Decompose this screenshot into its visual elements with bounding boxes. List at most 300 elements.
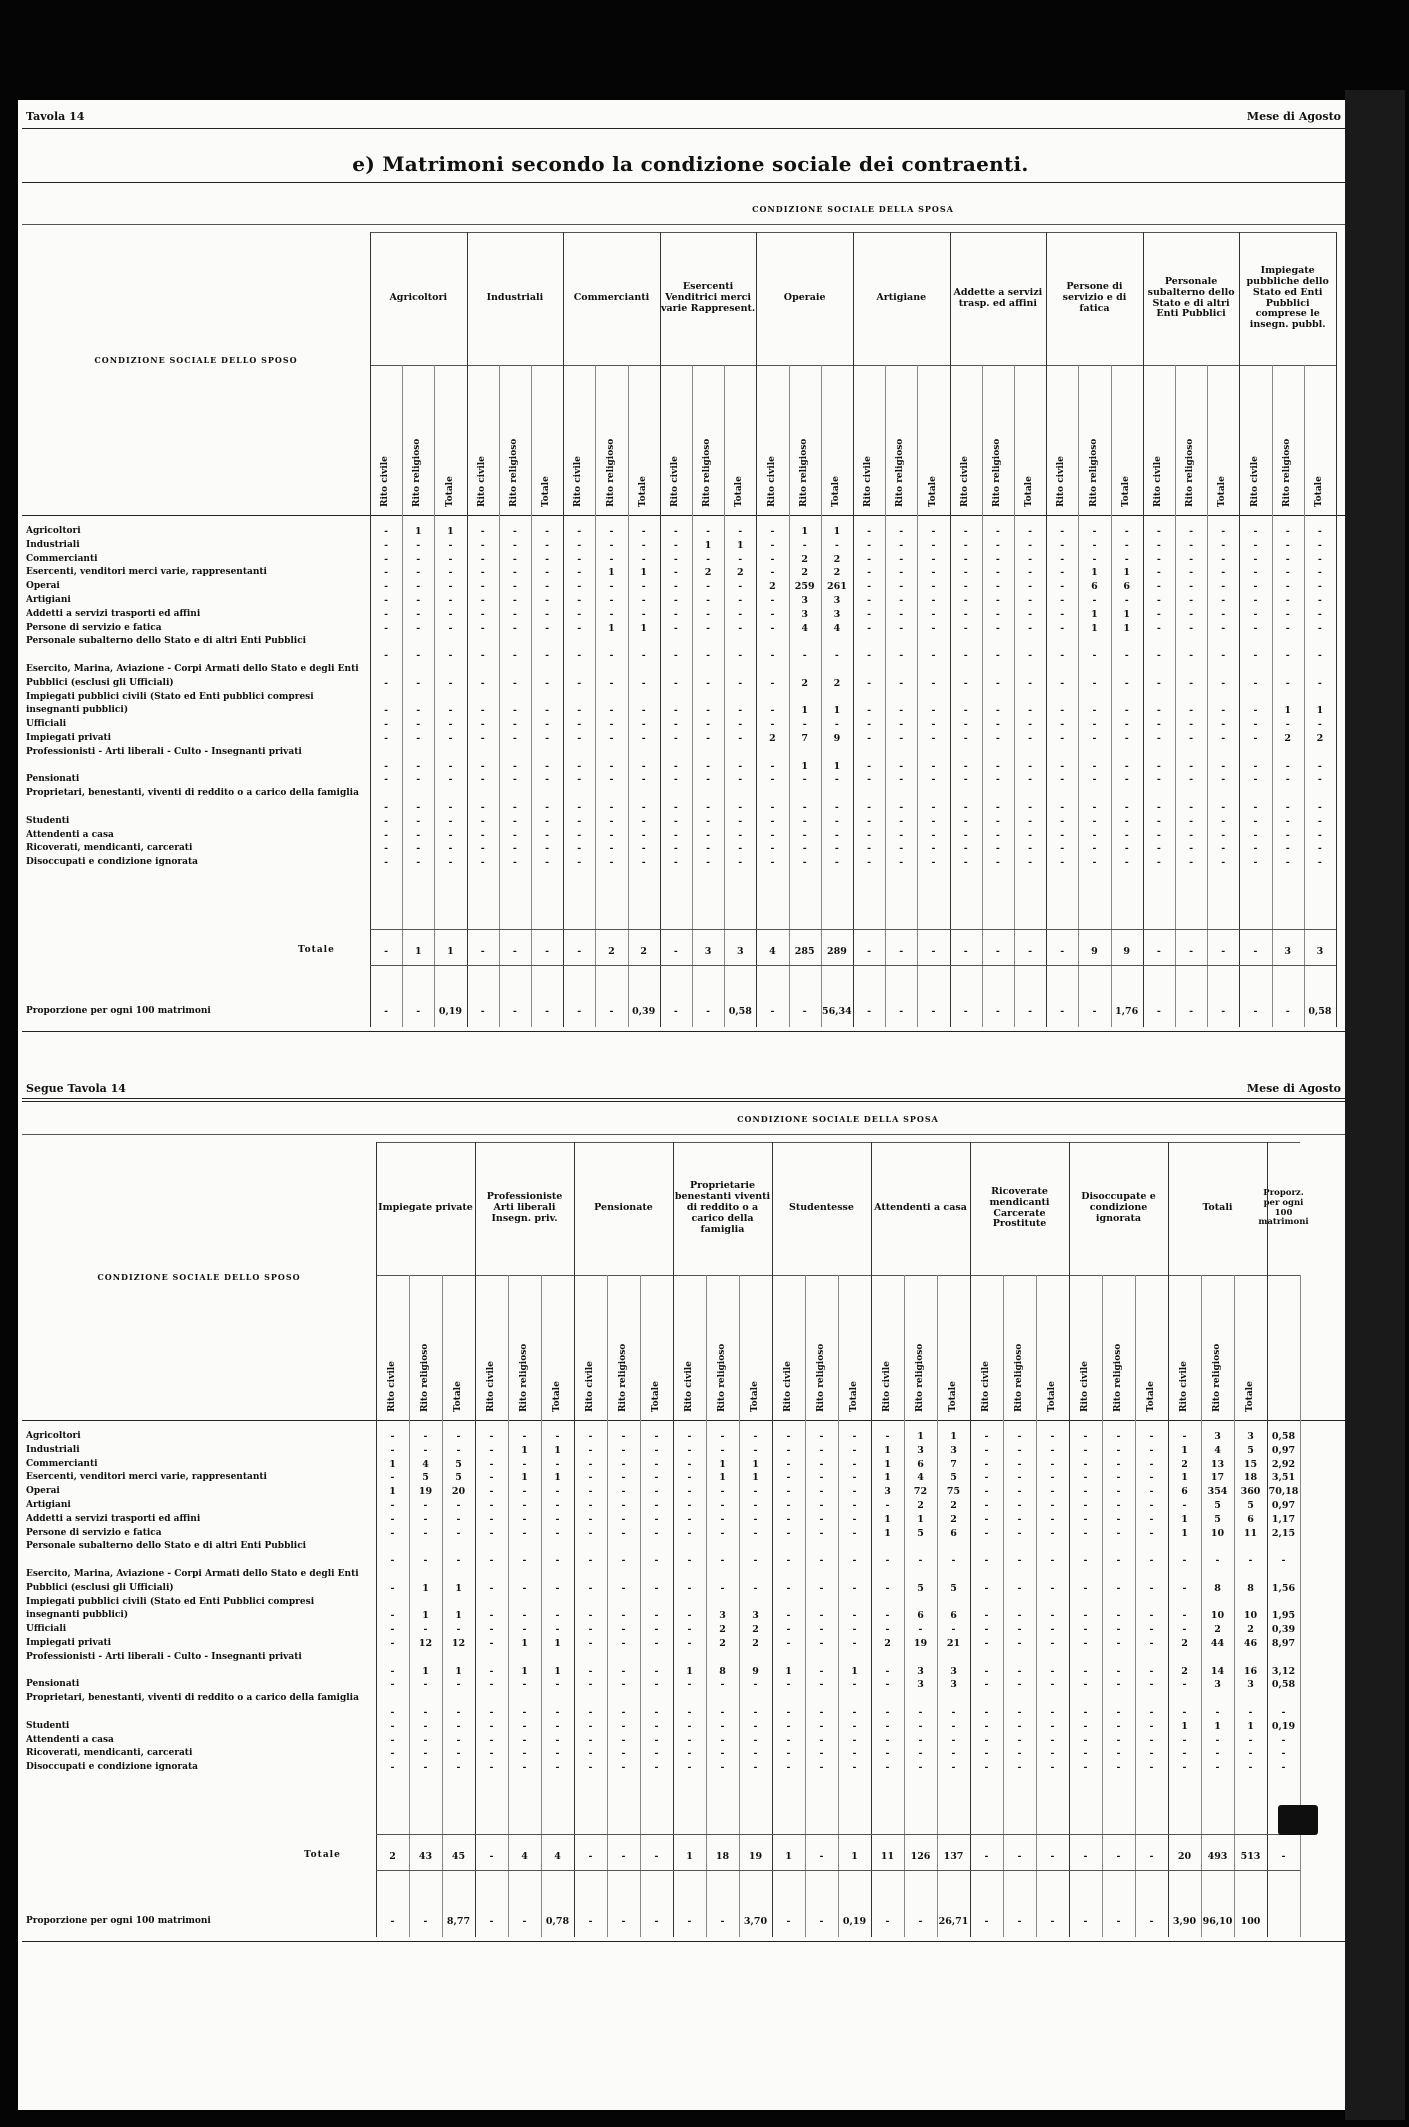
table-cell: -	[951, 1762, 956, 1774]
total-cell: -	[1156, 946, 1161, 957]
table-cell: -	[673, 581, 678, 593]
table-cell: 5	[455, 1472, 462, 1484]
column-subheader: Rito religioso	[798, 438, 809, 507]
total-cell: -	[995, 946, 1000, 957]
table-cell: -	[1253, 608, 1258, 620]
total-cell: -	[899, 946, 904, 957]
table-cell: -	[1050, 1555, 1055, 1567]
table-cell: 1	[719, 1458, 726, 1470]
table-cell: -	[1060, 760, 1065, 772]
table-cell: -	[995, 705, 1000, 717]
table-cell: -	[1060, 829, 1065, 841]
table-cell: -	[852, 1431, 857, 1442]
column-subheader: Rito religioso	[1211, 1343, 1222, 1412]
table-cell: 8	[1214, 1582, 1221, 1594]
total-cell: -	[963, 946, 968, 957]
table-cell: 1	[1181, 1527, 1188, 1539]
row-label: Pensionati	[26, 1679, 80, 1690]
table-cell: -	[384, 843, 389, 855]
column-subheader: Rito religioso	[419, 1343, 430, 1412]
table-cell: -	[673, 733, 678, 744]
table-cell: -	[984, 1638, 989, 1649]
table-cell: -	[1317, 843, 1322, 855]
total-cell: 3	[704, 946, 712, 957]
total-cell: 20	[1177, 1851, 1192, 1862]
total-cell: -	[1083, 1851, 1088, 1862]
table-cell: -	[588, 1610, 593, 1622]
table-cell: -	[931, 815, 936, 827]
table-cell: -	[770, 622, 775, 634]
table-cell: -	[621, 1734, 626, 1746]
table-cell: -	[1116, 1513, 1121, 1525]
table-cell: -	[867, 760, 872, 772]
table-cell: -	[577, 774, 582, 786]
table-cell: -	[577, 857, 582, 869]
ink-blot	[1278, 1805, 1318, 1835]
proportion-cell: 0,39	[632, 1006, 656, 1017]
table-cell: -	[720, 1500, 725, 1511]
table-cell: -	[654, 1472, 659, 1484]
table-cell: -	[753, 1734, 758, 1746]
table-cell: -	[931, 677, 936, 689]
table-cell: -	[852, 1720, 857, 1732]
row-label: Addetti a servizi trasporti ed affini	[26, 1513, 201, 1524]
table-cell: -	[1221, 650, 1226, 662]
column-subheader: Rito religioso	[617, 1343, 628, 1412]
column-subheader: Rito civile	[1079, 1361, 1090, 1412]
table-cell: -	[1116, 1624, 1121, 1636]
table-cell: -	[687, 1734, 692, 1746]
table-cell: -	[456, 1679, 461, 1691]
column-rule	[1014, 365, 1015, 1027]
table-cell: -	[1149, 1720, 1154, 1732]
table-cell: -	[899, 595, 904, 606]
table-cell: -	[963, 760, 968, 772]
table-cell: -	[885, 1707, 890, 1718]
table-cell: 1	[752, 1458, 759, 1470]
table-cell: -	[1017, 1638, 1022, 1649]
table-cell: -	[1060, 857, 1065, 869]
table-cell: -	[609, 526, 614, 537]
table-cell: -	[448, 843, 453, 855]
table-cell: -	[1149, 1610, 1154, 1622]
table-cell: -	[384, 802, 389, 813]
table-cell: -	[545, 802, 550, 813]
column-subheader: Rito religioso	[518, 1343, 529, 1412]
table-cell: -	[687, 1582, 692, 1594]
table-cell: 5	[917, 1582, 924, 1594]
total-cell: -	[588, 1851, 593, 1862]
proportion-cell: 0,58	[1308, 1006, 1332, 1017]
table-cell: -	[931, 539, 936, 551]
table-cell: -	[621, 1555, 626, 1567]
table-cell: -	[706, 595, 711, 606]
proportion-cell: -	[984, 1916, 989, 1927]
table-cell: -	[931, 595, 936, 606]
table-cell: -	[1189, 553, 1194, 565]
table-cell: -	[1050, 1444, 1055, 1456]
table-cell: -	[1060, 733, 1065, 744]
table-cell: -	[416, 705, 421, 717]
column-rule	[499, 365, 500, 1027]
row-label: Operai	[26, 581, 60, 592]
table-cell: -	[384, 829, 389, 841]
table-cell: -	[1156, 733, 1161, 744]
row-label: Esercenti, venditori merci varie, rappresentanti	[26, 1472, 267, 1483]
table-cell: -	[1050, 1734, 1055, 1746]
table-cell: -	[1028, 829, 1033, 841]
table-cell: -	[770, 539, 775, 551]
table-cell: 16	[1243, 1665, 1258, 1677]
table-cell: -	[1083, 1513, 1088, 1525]
total-cell: -	[1221, 946, 1226, 957]
table-cell: -	[720, 1679, 725, 1691]
table-cell: -	[1149, 1458, 1154, 1470]
table-cell: -	[577, 567, 582, 579]
table-cell: 70,18	[1268, 1486, 1299, 1498]
group-header: Pensionate	[594, 1202, 653, 1214]
table-cell: 5	[1247, 1500, 1254, 1511]
proportion-cell: -	[512, 1006, 517, 1017]
table-cell: -	[687, 1500, 692, 1511]
table-cell: -	[867, 526, 872, 537]
row-label: Addetti a servizi trasporti ed affini	[26, 608, 201, 619]
table-cell: -	[786, 1472, 791, 1484]
table-cell: -	[899, 608, 904, 620]
table-cell: -	[545, 677, 550, 689]
table-cell: -	[852, 1458, 857, 1470]
table-cell: -	[1116, 1638, 1121, 1649]
table-cell: -	[770, 650, 775, 662]
table-cell: -	[1149, 1431, 1154, 1442]
table-cell: 19	[418, 1486, 433, 1498]
table-cell: -	[522, 1762, 527, 1774]
table-cell: -	[448, 567, 453, 579]
table-cell: -	[770, 829, 775, 841]
table-cell: -	[1189, 733, 1194, 744]
table-cell: -	[489, 1638, 494, 1649]
table-cell: 1	[389, 1486, 396, 1498]
table-cell: -	[706, 774, 711, 786]
proportion-cell: -	[899, 1006, 904, 1017]
table-cell: -	[1092, 526, 1097, 537]
table-cell: 0,39	[1271, 1624, 1296, 1636]
table-cell: 3	[719, 1610, 726, 1622]
table-cell: -	[687, 1748, 692, 1760]
table-cell: -	[1116, 1500, 1121, 1511]
table-cell: -	[1092, 677, 1097, 689]
table-cell: 1	[455, 1582, 462, 1594]
column-rule	[434, 365, 435, 1027]
row-label: Impiegati privati	[26, 733, 112, 743]
table-cell: -	[770, 677, 775, 689]
table-cell: -	[588, 1527, 593, 1539]
table-cell: -	[489, 1707, 494, 1718]
table-cell: -	[545, 774, 550, 786]
table-cell: -	[609, 829, 614, 841]
proportion-cell: -	[1017, 1916, 1022, 1927]
table-cell: -	[673, 567, 678, 579]
table-cell: -	[706, 815, 711, 827]
table-cell: -	[995, 774, 1000, 786]
column-subheader: Totale	[1313, 476, 1324, 507]
table-cell: -	[1156, 526, 1161, 537]
table-cell: -	[1189, 650, 1194, 662]
total-cell: 513	[1240, 1851, 1261, 1862]
table-cell: -	[720, 1734, 725, 1746]
table-cell: 6	[1181, 1486, 1188, 1498]
row-label: Agricoltori	[26, 526, 81, 536]
table-cell: -	[1317, 650, 1322, 662]
table-cell: 1	[736, 539, 744, 551]
table-cell: 3	[884, 1486, 891, 1498]
column-rule	[739, 1275, 740, 1937]
table-cell: -	[1017, 1762, 1022, 1774]
proportion-cell: 0,58	[728, 1006, 752, 1017]
table-cell: -	[588, 1472, 593, 1484]
column-subheader: Totale	[830, 476, 841, 507]
table-cell: -	[512, 760, 517, 772]
column-rule	[1336, 232, 1337, 1027]
table-cell: -	[621, 1458, 626, 1470]
column-rule	[706, 1275, 707, 1937]
table-cell: -	[654, 1679, 659, 1691]
table-cell: 1	[1123, 567, 1130, 579]
table-cell: -	[456, 1527, 461, 1539]
table-cell: -	[753, 1707, 758, 1718]
table-cell: 1	[640, 622, 647, 634]
table-cell: 1	[554, 1638, 561, 1649]
group-header: Professioniste Arti liberali Insegn. priv.	[486, 1191, 563, 1224]
table-cell: -	[1124, 843, 1129, 855]
table-cell: -	[885, 1500, 890, 1511]
table-cell: 2	[950, 1500, 957, 1511]
table-cell: -	[673, 719, 678, 731]
total-cell: 2	[608, 946, 615, 957]
table-cell: -	[984, 1624, 989, 1636]
table-cell: -	[588, 1734, 593, 1746]
table-cell: -	[390, 1762, 395, 1774]
table-cell: -	[1221, 567, 1226, 579]
table-cell: -	[512, 802, 517, 813]
table-cell: -	[1253, 774, 1258, 786]
table-cell: -	[1017, 1431, 1022, 1442]
column-subheader: Totale	[749, 1381, 760, 1412]
table-cell: 1	[414, 526, 422, 537]
table-cell: -	[706, 843, 711, 855]
table-cell: -	[852, 1472, 857, 1484]
month-label-continued: Mese di Agosto	[1246, 1082, 1341, 1095]
table-cell: -	[984, 1500, 989, 1511]
table-cell: 0,58	[1271, 1431, 1296, 1442]
table-cell: -	[673, 677, 678, 689]
table-cell: -	[545, 650, 550, 662]
table-cell: -	[654, 1624, 659, 1636]
table-cell: -	[867, 829, 872, 841]
table-cell: -	[522, 1610, 527, 1622]
table-cell: -	[423, 1513, 428, 1525]
table-cell: -	[1182, 1555, 1187, 1567]
total-cell: 11	[880, 1851, 895, 1862]
proportion-cell: -	[1156, 1006, 1161, 1017]
table-cell: -	[512, 719, 517, 731]
table-cell: -	[1092, 760, 1097, 772]
proportion-cell: -	[423, 1916, 428, 1927]
table-cell: -	[738, 733, 743, 744]
table-cell: -	[1285, 581, 1290, 593]
table-cell: -	[931, 719, 936, 731]
table-cell: -	[621, 1748, 626, 1760]
table-cell: -	[577, 677, 582, 689]
table-cell: 3	[833, 595, 841, 606]
table-cell: -	[641, 719, 646, 731]
table-cell: -	[1281, 1762, 1286, 1774]
table-cell: 2	[884, 1638, 891, 1649]
table-cell: -	[512, 815, 517, 827]
table-cell: -	[786, 1748, 791, 1760]
table-cell: -	[867, 595, 872, 606]
table-cell: -	[770, 567, 775, 579]
table-cell: -	[456, 1444, 461, 1456]
table-cell: -	[995, 553, 1000, 565]
table-cell: -	[687, 1431, 692, 1442]
table-cell: -	[1149, 1527, 1154, 1539]
table-cell: -	[480, 553, 485, 565]
table-cell: -	[1221, 802, 1226, 813]
table-cell: -	[819, 1665, 824, 1677]
total-cell: -	[984, 1851, 989, 1862]
table-cell: -	[931, 622, 936, 634]
table-cell: 1	[422, 1582, 429, 1594]
group-header: Totali	[1202, 1202, 1233, 1214]
table-cell: 2	[950, 1513, 957, 1525]
table-cell: -	[1215, 1707, 1220, 1718]
table-cell: -	[720, 1748, 725, 1760]
groom-header: CONDIZIONE SOCIALE DELLO SPOSO	[97, 1272, 301, 1282]
table-cell: 2	[801, 567, 808, 579]
total-cell: 137	[943, 1851, 964, 1862]
table-cell: -	[456, 1707, 461, 1718]
column-subheader: Rito religioso	[716, 1343, 727, 1412]
total-cell: 1	[686, 1851, 693, 1862]
table-cell: -	[673, 622, 678, 634]
table-cell: -	[512, 843, 517, 855]
proportion-cell: -	[885, 1916, 890, 1927]
table-cell: -	[480, 526, 485, 537]
table-cell: -	[1182, 1762, 1187, 1774]
table-cell: -	[1083, 1486, 1088, 1498]
table-cell: -	[1253, 595, 1258, 606]
table-cell: 1	[1214, 1720, 1221, 1732]
table-cell: -	[423, 1707, 428, 1718]
table-cell: -	[706, 802, 711, 813]
table-cell: -	[448, 774, 453, 786]
table-cell: -	[1017, 1472, 1022, 1484]
table-cell: -	[1017, 1610, 1022, 1622]
table-cell: 1	[917, 1513, 924, 1525]
table-cell: -	[899, 760, 904, 772]
table-cell: -	[963, 733, 968, 744]
table-cell: -	[1092, 553, 1097, 565]
table-cell: -	[423, 1734, 428, 1746]
table-cell: 2	[769, 733, 776, 744]
table-cell: -	[852, 1679, 857, 1691]
table-cell: -	[654, 1734, 659, 1746]
table-cell: 75	[946, 1486, 961, 1498]
table-cell: -	[918, 1734, 923, 1746]
table-cell: -	[706, 760, 711, 772]
table-cell: -	[1189, 622, 1194, 634]
table-cell: -	[390, 1624, 395, 1636]
total-cell: -	[1189, 946, 1194, 957]
table-cell: -	[770, 843, 775, 855]
table-cell: -	[1221, 608, 1226, 620]
table-cell: -	[770, 760, 775, 772]
group-header: Addette a servizi trasp. ed affini	[953, 286, 1043, 309]
table-cell: -	[448, 815, 453, 827]
table-cell: -	[673, 539, 678, 551]
table-cell: -	[984, 1720, 989, 1732]
table-cell: -	[522, 1431, 527, 1442]
group-header: Industriali	[486, 292, 544, 304]
table-cell: 13	[1210, 1458, 1225, 1470]
group-header-proportion: Proporz. per ogni 100 matrimoni	[1258, 1187, 1309, 1228]
table-cell: -	[390, 1582, 395, 1594]
table-cell: -	[995, 829, 1000, 841]
table-cell: -	[963, 843, 968, 855]
table-cell: -	[577, 843, 582, 855]
table-cell: -	[423, 1555, 428, 1567]
table-cell: -	[1028, 622, 1033, 634]
table-cell: -	[1017, 1707, 1022, 1718]
table-cell: -	[1253, 829, 1258, 841]
table-cell: -	[545, 553, 550, 565]
table-cell: -	[834, 829, 839, 841]
table-cell: -	[1060, 567, 1065, 579]
table-cell: -	[1285, 539, 1290, 551]
table-cell: -	[1156, 539, 1161, 551]
table-cell: -	[885, 1734, 890, 1746]
table-cell: -	[984, 1555, 989, 1567]
table-cell: -	[1116, 1486, 1121, 1498]
table-cell: -	[673, 650, 678, 662]
table-cell: -	[621, 1472, 626, 1484]
table-cell: -	[899, 539, 904, 551]
table-cell: -	[555, 1527, 560, 1539]
group-header: Proprietarie benestanti viventi di reddito o a carico della famiglia	[674, 1180, 771, 1235]
proportion-cell: -	[390, 1916, 395, 1927]
proportion-cell: -	[673, 1006, 678, 1017]
proportion-cell: -	[654, 1916, 659, 1927]
proportion-cell: -	[706, 1006, 711, 1017]
total-cell: 285	[794, 946, 815, 957]
table-cell: -	[770, 595, 775, 606]
row-label: Commercianti	[26, 553, 98, 564]
table-cell: -	[577, 622, 582, 634]
table-cell: -	[963, 567, 968, 579]
table-cell: -	[1017, 1555, 1022, 1567]
total-cell: -	[1253, 946, 1258, 957]
table-cell: -	[1116, 1748, 1121, 1760]
table-cell: -	[963, 539, 968, 551]
table-cell: -	[588, 1582, 593, 1594]
table-cell: -	[1285, 719, 1290, 731]
row-label: Impiegati privati	[26, 1638, 112, 1648]
table-cell: -	[673, 553, 678, 565]
table-cell: -	[706, 705, 711, 717]
column-subheader: Totale	[1046, 1381, 1057, 1412]
column-subheader: Rito civile	[980, 1361, 991, 1412]
